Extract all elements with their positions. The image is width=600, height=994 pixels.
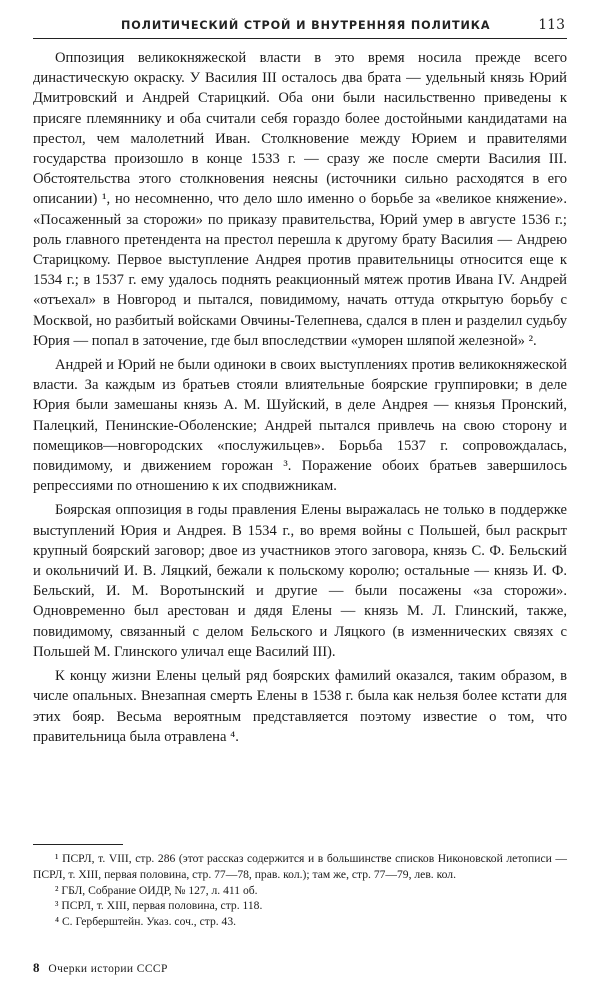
footnote-3: ³ ПСРЛ, т. XIII, первая половина, стр. 118. [55,899,263,913]
page-number: 113 [538,17,565,33]
page-footer [33,960,168,976]
book-title: Очерки истории СССР [48,963,168,975]
paragraph-2: Андрей и Юрий не были одиноки в своих выступлениях против великокняжеской власти. За каждым из братьев стояли влиятельные боярские группировки; в деле Юрия были замешаны князь А. М. Шуйский, в деле Андрея — князья Пронский, Палецкий, Пенинские-Оболенские; Андрей пытался привлечь на свою сторону и помещиков—новгородских «послужильцев». Борьба 1537 г. сопровождалась, повидимому, и движением горожан ³. Поражение обоих братьев завершилось репрессиями по отношению к их сподвижникам. [33,357,567,495]
paragraph-3: Боярская оппозиция в годы правления Елены выражалась не только в поддержке выступлений Юрия и Андрея. В 1534 г., во время войны с Польшей, был раскрыт крупный боярский заговор; двое из участников этого заговора, князь С. Ф. Бельский и окольничий И. В. Ляцкий, бежали к польскому королю; остальные — князь И. Ф. Бельский, И. М. Воротынский и другие — были посажены «за сторожи». Одновременно был арестован и дядя Елены — князь М. Л. Глинский, также, повидимому, связанный с делом Бельского и Ляцкого (в изменнических связях с Польшей М. Глинского уличал еще Василий III). [33,502,567,660]
footnote-divider [33,844,123,845]
paragraph-4: К концу жизни Елены целый ряд боярских фамилий оказался, таким образом, в числе опальных. Внезапная смерть Елены в 1538 г. была как нельзя более кстати для этих бояр. Весьма вероятным представляется поэтому известие о том, что правительница была отравлена ⁴. [33,668,567,745]
footnotes [33,851,567,930]
footnote-1: ¹ ПСРЛ, т. VIII, стр. 286 (этот рассказ содержится и в большинстве списков Никоновской летописи — ПСРЛ, т. XIII, первая половина, стр. 77—78, прав. кол.); там же, стр. 77—79, лев. кол. [33,852,567,881]
page-header [33,12,567,39]
footnote-2: ² ГБЛ, Собрание ОИДР, № 127, л. 411 об. [55,883,258,897]
sheet-number: 8 [33,960,40,975]
running-title: ПОЛИТИЧЕСКИЙ СТРОЙ И ВНУТРЕННЯЯ ПОЛИТИКА [121,19,491,32]
footnote-4: ⁴ С. Герберштейн. Указ. соч., стр. 43. [55,915,237,929]
main-text [33,48,567,751]
paragraph-1: Оппозиция великокняжеской власти в это время носила прежде всего династическую окраску. У Василия III осталось два брата — удельный князь Юрий Дмитровский и Андрей Старицкий. Оба они были насильственно приведены к присяге племяннику и оба считали себя гораздо более достойными кандидатами на престол, чем малолетний Иван. Столкновение между Юрием и правителями государства произошло в конце 1533 г. — сразу же после смерти Василия III. Обстоятельства этого столкновения неясны (источники сильно расходятся в его описании) ¹, но несомненно, что дело шло именно о борьбе за «великое княжение». «Посаженный за сторожи» по приказу правительства, Юрий умер в августе 1536 г.; роль главного претендента на престол перешла к другому брату Василия — Андрею Старицкому. Первое выступление Андрея против правительницы относится еще к 1534 г.; в 1537 г. ему удалось поднять реакционный мятеж против Ивана IV. Андрей «отъехал» в Новгород и пытался, повидимому, начать оттуда открытую борьбу с Москвой, но разбитый войсками Овчины-Телепнева, сдался в плен и разделил судьбу Юрия — попал в заточение, где был впоследствии «уморен шляпой железной» ². [33,50,567,349]
